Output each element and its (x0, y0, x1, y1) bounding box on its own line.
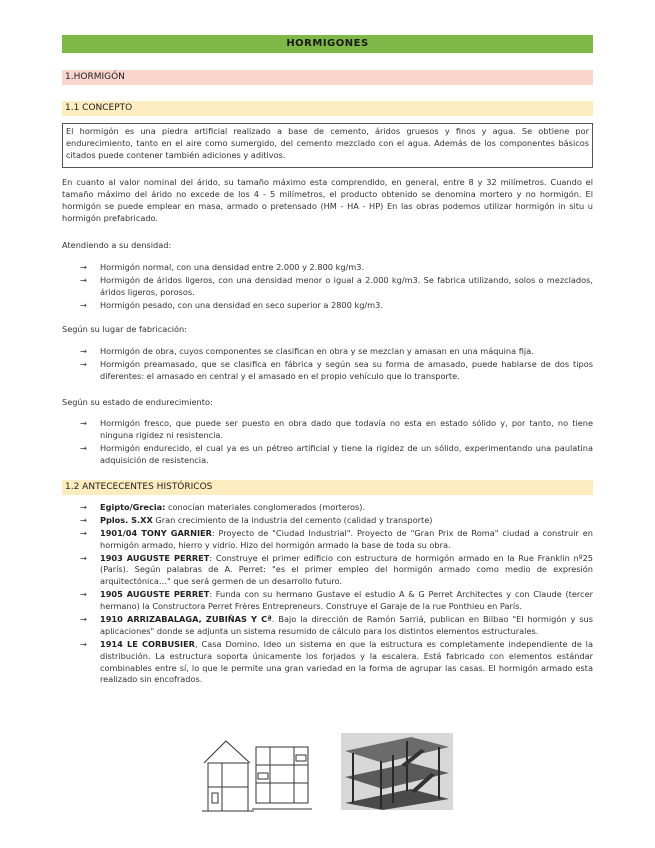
section-heading-antecedentes: 1.2 ANTECECENTES HISTÓRICOS (62, 480, 593, 495)
history-list (62, 502, 593, 687)
list-item: → Hormigón de obra, cuyos componentes se clasifican en obra y se mezclan y amasan en una máquina fija. (80, 346, 534, 356)
arrow-icon: → (80, 514, 87, 525)
list-item: → Hormigón fresco, que puede ser puesto en obra dado que todavía no esta en estado sólido y, por tanto, no tiene ninguna rigidez ni resistencia. (80, 418, 593, 440)
arrow-icon: → (80, 262, 87, 272)
arrow-icon: → (80, 274, 87, 285)
list-item: → Hormigón de áridos ligeros, con una densidad menor o igual a 2.000 kg/m3. Se fabrica utilizando, solos o mezclados, áridos ligeros, porosos. (80, 274, 593, 297)
section-heading-concepto: 1.1 CONCEPTO (62, 101, 593, 116)
arrow-icon: → (80, 589, 87, 600)
arrow-icon: → (80, 418, 87, 428)
list-item: → 1914 LE CORBUSIER, Casa Domino. Ideo un sistema en que la estructura es completamente independiente de la distribución. La estructura soporta únicamente los forjados y la escalera. Está fabricado con elementos estándar combinables entre sí, lo que le permite una gran variedad en la forma de agrupar las casas. El hormigón armado esta realizado sin encofrados. (80, 638, 593, 685)
state-intro: Según su estado de endurecimiento: (62, 397, 213, 407)
density-list (62, 262, 593, 313)
arrow-icon: → (80, 502, 87, 512)
place-intro: Según su lugar de fabricación: (62, 324, 187, 334)
arrow-icon: → (80, 614, 87, 625)
list-item: → Egipto/Grecia: conocían materiales conglomerados (morteros). (80, 502, 366, 512)
house-section-sketch (198, 733, 314, 815)
section-heading-hormigon: 1.HORMIGÓN (62, 70, 593, 85)
arrow-icon: → (80, 442, 87, 453)
density-intro: Atendiendo a su densidad: (62, 240, 172, 250)
arrow-icon: → (80, 299, 87, 310)
arrow-icon: → (80, 552, 87, 563)
place-list (62, 346, 593, 384)
domino-structure-image (341, 733, 453, 810)
arrow-icon: → (80, 358, 87, 369)
list-item: → Hormigón preamasado, que se clasifica en fábrica y según sea su forma de amasado, puede hablarse de dos tipos diferentes: el amasado en central y el amasado en el propio vehículo que lo transporte. (80, 358, 593, 381)
list-item: → Hormigón endurecido, el cual ya es un pétreo artificial y tiene la rigidez de un sólido, experimentando una paulatina adquisición de resistencia. (80, 442, 593, 465)
list-item: → Hormigón normal, con una densidad entre 2.000 y 2.800 kg/m3. (80, 262, 365, 272)
list-item: → Hormigón pesado, con una densidad en seco superior a 2800 kg/m3. (80, 299, 383, 310)
arrow-icon: → (80, 638, 87, 649)
concept-paragraph: En cuanto al valor nominal del árido, su tamaño máximo esta comprendido, en general, entre 8 y 32 milímetros. Cuando el tamaño máximo del árido no excede de los 4 - 5 milímetros, el producto obtenido se denomina mortero y no hormigón. El hormigón se puede emplear en masa, armado o pretensado (HM - HA - HP) En las obras podemos utilizar hormigón in situ u hormigón prefabricado. (62, 177, 593, 223)
list-item: → 1905 AUGUSTE PERRET: Funda con su hermano Gustave el estudio A & G Perret Architectes y con Claude (tercer hermano) la Constructora Perret Frères Entrepreneurs. Construye el Garaje de la rue Ponthieu en París. (80, 589, 593, 612)
list-item: → 1903 AUGUSTE PERRET: Construye el primer edificio con estructura de hormigón armado en la Rue Franklin nº25 (París). Según palabras de A. Perret: "es el primer empleo del hormigón armado como medio de expresión arquitectónica…" que será germen de un desarrollo futuro. (80, 552, 593, 587)
page-title: HORMIGONES (62, 35, 593, 53)
state-list (62, 418, 593, 468)
arrow-icon: → (80, 527, 87, 538)
arrow-icon: → (80, 346, 87, 356)
list-item: → 1901/04 TONY GARNIER: Proyecto de "Ciudad Industrial". Proyecto de "Gran Prix de Roma" ciudad a construir en hormigón armado, hierro y vidrio. Hizo del hormigón armado la base de toda su obra. (80, 527, 593, 550)
list-item: → Pplos. S.XX Gran crecimiento de la industria del cemento (calidad y transporte) (80, 514, 433, 525)
list-item: → 1910 ARRIZABALAGA, ZUBIÑAS Y Cª. Bajo la dirección de Ramón Sarriá, publican en Bilbao "El hormigón y sus aplicaciones" donde se adjunta un sistema resumido de cálculo para los distintos elementos estructurales. (80, 614, 593, 636)
concept-definition-box: El hormigón es una piedra artificial realizado a base de cemento, áridos gruesos y finos y agua. Se obtiene por endurecimiento, tanto en el aire como sumergido, del cemento mezclado con el agua. Además de los componentes básicos citados puede contener también adiciones y aditivos. (62, 123, 593, 168)
